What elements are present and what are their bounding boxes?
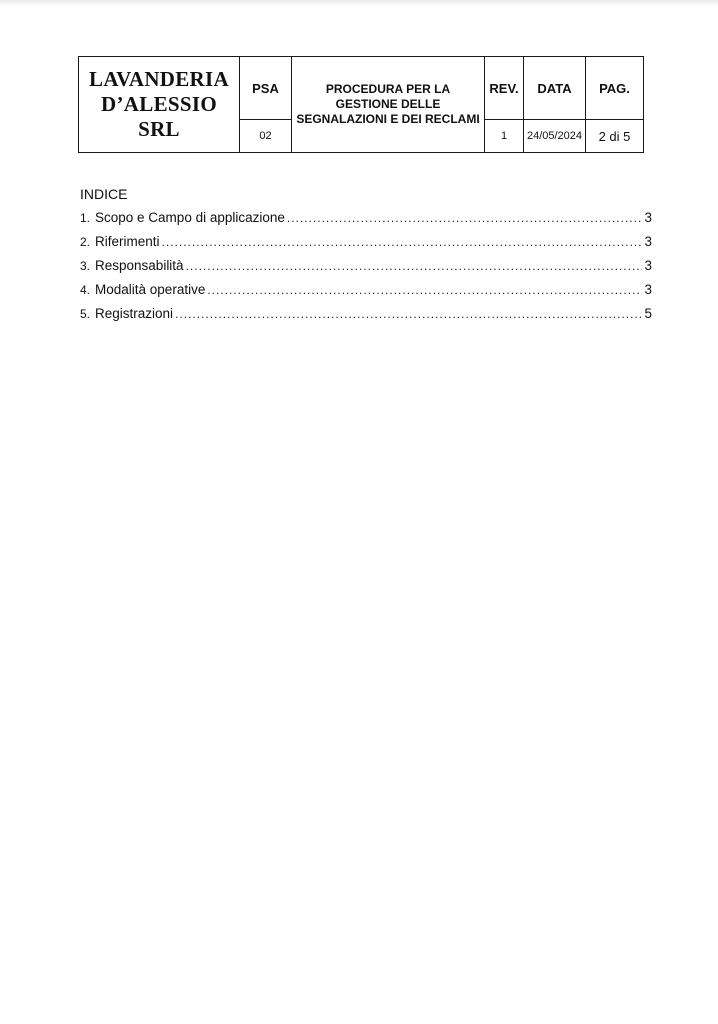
toc-entry-page: 3: [644, 210, 652, 225]
toc-entry[interactable]: [80, 282, 652, 306]
toc-entry-page: 3: [644, 282, 652, 297]
toc-entry-label: Riferimenti: [95, 234, 160, 249]
toc-entry-page: 5: [644, 306, 652, 321]
procedure-title-line2: GESTIONE DELLE: [335, 97, 441, 111]
toc-entry-label: Modalità operative: [95, 282, 206, 297]
company-name-cell: [79, 57, 240, 153]
procedure-title-line3: SEGNALAZIONI E DEI RECLAMI: [296, 112, 480, 126]
toc-leader-dots: [207, 283, 642, 297]
toc-entry[interactable]: [80, 306, 652, 330]
toc-entry[interactable]: [80, 210, 652, 234]
index-title: INDICE: [80, 186, 128, 202]
procedure-title-cell: [292, 57, 485, 153]
toc-entry[interactable]: [80, 258, 652, 282]
toc-leader-dots: [287, 211, 643, 225]
toc-entry-label: Scopo e Campo di applicazione: [95, 210, 285, 225]
date-value: 24/05/2024: [524, 120, 586, 153]
toc-leader-dots: [162, 235, 643, 249]
revision-label: REV.: [485, 57, 524, 120]
toc-entry-number: 2.: [80, 235, 91, 249]
page-label: PAG.: [586, 57, 644, 120]
company-name-line1: LAVANDERIA: [89, 67, 229, 91]
toc-entry-page: 3: [644, 258, 652, 273]
toc-entry-label: Responsabilità: [95, 258, 184, 273]
toc-leader-dots: [186, 259, 643, 273]
company-name-line2: D’ALESSIO SRL: [101, 92, 217, 141]
scan-edge: [0, 0, 718, 6]
procedure-code-value: 02: [240, 120, 292, 153]
toc-entry-page: 3: [644, 234, 652, 249]
toc-entry-number: 1.: [80, 211, 91, 225]
procedure-code-label: PSA: [240, 57, 292, 120]
date-label: DATA: [524, 57, 586, 120]
toc-entry-number: 3.: [80, 259, 91, 273]
page-value: 2 di 5: [586, 120, 644, 153]
toc-entry-label: Registrazioni: [95, 306, 174, 321]
document-header: [78, 56, 644, 153]
toc-entry[interactable]: [80, 234, 652, 258]
toc-entry-number: 4.: [80, 283, 91, 297]
revision-value: 1: [485, 120, 524, 153]
table-of-contents: [80, 186, 652, 330]
procedure-title-line1: PROCEDURA PER LA: [325, 82, 451, 96]
toc-entry-number: 5.: [80, 307, 91, 321]
toc-leader-dots: [175, 307, 642, 321]
